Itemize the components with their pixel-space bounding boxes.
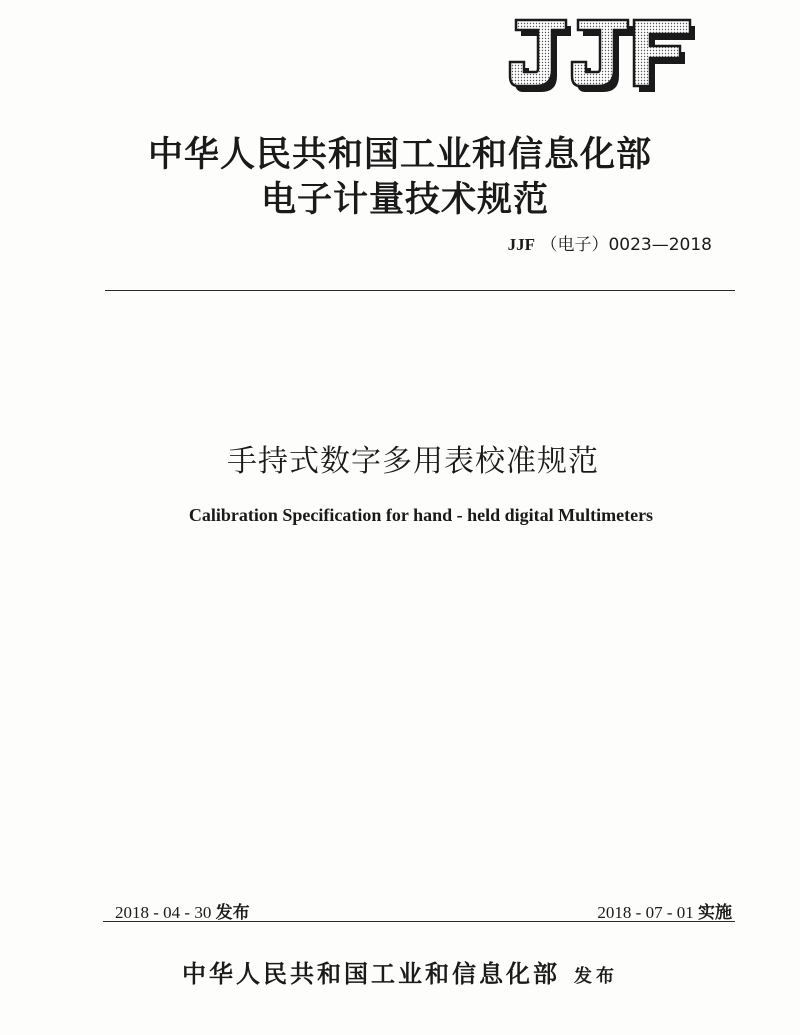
issue-date <box>115 898 250 923</box>
publisher <box>0 954 800 989</box>
issue-date-value: 2018 - 04 - 30 <box>115 903 212 922</box>
document-code <box>508 230 712 255</box>
english-title: Calibration Specification for hand - held digital Multimeters <box>188 505 654 525</box>
bottom-divider <box>103 921 735 922</box>
jjf-logo <box>508 16 696 96</box>
effective-date <box>597 898 732 923</box>
effective-label: 实施 <box>698 903 732 923</box>
code-prefix: JJF <box>507 235 536 254</box>
effective-date-value: 2018 - 07 - 01 <box>597 903 694 922</box>
publisher-action: 发布 <box>574 966 618 987</box>
top-divider <box>105 290 735 291</box>
code-number: （电子）0023—2018 <box>540 235 712 255</box>
chinese-title: 手持式数字多用表校准规范 <box>227 444 599 479</box>
issue-label: 发布 <box>215 903 250 923</box>
series-title: 电子计量技术规范 <box>260 179 549 220</box>
ministry-title: 中华人民共和国工业和信息化部 <box>147 134 652 175</box>
publisher-name: 中华人民共和国工业和信息化部 <box>182 959 560 988</box>
